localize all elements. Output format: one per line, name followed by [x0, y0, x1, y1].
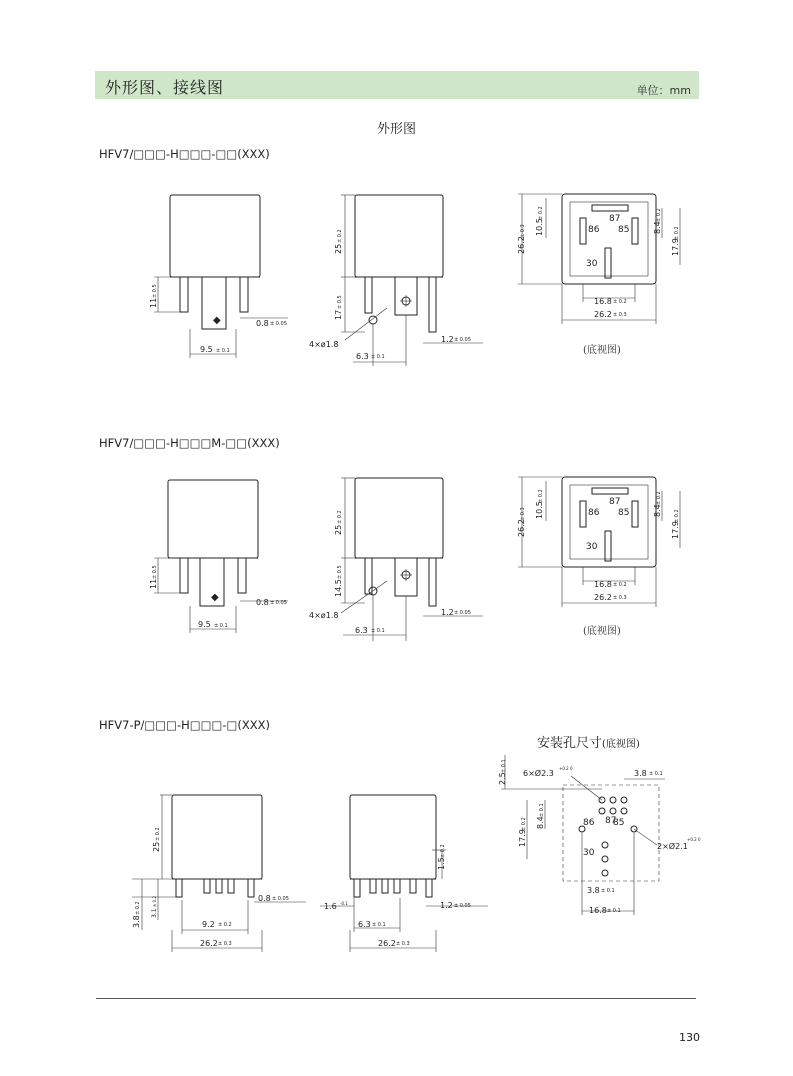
dim-16-8-b: 16.8: [594, 580, 612, 589]
dim-11: 11: [149, 297, 158, 308]
tol-1-2-b: ± 0.05: [454, 610, 471, 616]
dim-1-2-c: 1.2: [440, 901, 453, 910]
tol-1-5: ± 0.2: [440, 844, 446, 858]
tol-6-3-c: ± 0.1: [372, 922, 386, 928]
dim-0-8-b: 0.8: [256, 598, 269, 607]
svg-text:◆: ◆: [213, 315, 221, 326]
dim-17-9-c: 17.9: [518, 829, 527, 847]
tol-17-9-b: ± 0.2: [674, 509, 680, 523]
tol-26-2-d: ± 0.3: [396, 941, 410, 947]
bottom-view-label-2: (底视图): [583, 626, 621, 637]
tol-3-8: ± 0.2: [135, 901, 141, 915]
tol-11: ± 0.5: [152, 284, 158, 298]
terminal-87-label-1: 87: [609, 214, 621, 224]
model-code-3: HFV7-P/□□□-H□□□-□(XXX): [99, 718, 271, 732]
dim-0-8-c: 0.8: [258, 894, 271, 903]
dim-26-2-h: 26.2: [594, 310, 612, 319]
front-view-drawing-3: [130, 790, 310, 955]
terminal-30-label-2: 30: [586, 542, 598, 552]
tol-11-b: ± 0.5: [152, 565, 158, 579]
tol-9-5: ± 0.1: [216, 348, 230, 354]
dim-3-8-bottom: 3.8: [587, 886, 600, 895]
terminal-86-label-3: 86: [583, 818, 595, 828]
tol-9-5-b: ± 0.1: [214, 623, 228, 629]
tol-3-8-bottom: ± 0.1: [601, 888, 615, 894]
tol-25: ± 0.2: [337, 229, 343, 243]
terminal-87-label-3: 87: [605, 816, 617, 826]
tol-26-2-h-b: ± 0.3: [613, 595, 627, 601]
terminal-85-label-3: 85: [613, 818, 625, 828]
unit-label: 单位：mm: [636, 84, 691, 97]
mounting-hole-title: [537, 732, 640, 751]
dim-hole-2-3: 6×Ø2.3: [523, 769, 554, 778]
tol-3-1: ± 0.2: [152, 896, 157, 907]
dim-0-8: 0.8: [256, 319, 269, 328]
tol-8-4-c: ± 0.1: [539, 803, 545, 817]
dim-3-1: 3.1: [151, 908, 158, 918]
dim-1-6: 1.6: [324, 902, 337, 911]
dim-1-2-b: 1.2: [441, 608, 454, 617]
dim-9-5: 9.5: [200, 345, 213, 354]
tol-10-5: ± 0.2: [538, 206, 544, 220]
bottom-view-label-1: (底视图): [583, 345, 621, 356]
dim-9-2: 9.2: [202, 920, 215, 929]
tol-hole-2-3: +0.2 0: [559, 766, 573, 771]
dim-1-5: 1.5: [437, 857, 446, 870]
tol-0-8-b: ± 0.05: [270, 600, 287, 606]
dim-17-9-b: 17.9: [671, 521, 680, 539]
dim-25-b: 25: [334, 524, 343, 535]
dim-14-5: 14.5: [334, 579, 343, 597]
dim-2-5: 2.5: [498, 772, 507, 785]
dim-26-2-v: 26.2: [517, 236, 526, 254]
dim-9-5-b: 9.5: [198, 620, 211, 629]
section-title: 外形图、接线图: [105, 78, 225, 97]
front-view-drawing-2: [140, 475, 290, 635]
dim-26-2-v-b: 26.2: [517, 519, 526, 537]
tol-hole-2-1: +0.2 0: [687, 837, 701, 842]
dim-16-8: 16.8: [594, 297, 612, 306]
tol-16-8-c: ± 0.1: [607, 908, 621, 914]
tol-17-9: ± 0.2: [674, 226, 680, 240]
tol-17: ± 0.5: [337, 295, 343, 309]
tol-6-3: ± 0.1: [371, 354, 385, 360]
dim-8-4-b: 8.4: [653, 504, 662, 517]
tol-1-6: -0.1: [340, 901, 348, 906]
terminal-85-label-1: 85: [618, 225, 630, 235]
svg-text:◆: ◆: [211, 592, 219, 603]
terminal-85-label-2: 85: [618, 508, 630, 518]
model-code-1: HFV7/□□□-H□□□-□□(XXX): [99, 147, 270, 161]
dim-hole-2-1: 2×Ø2.1: [657, 842, 688, 851]
tol-8-4: ± 0.2: [656, 208, 662, 222]
tol-10-5-b: ± 0.2: [538, 489, 544, 503]
tol-26-2-v-b: ± 0.3: [520, 507, 526, 521]
page-number: 130: [679, 1031, 700, 1044]
tol-26-2-h: ± 0.3: [613, 312, 627, 318]
side-view-drawing-1: [305, 190, 485, 375]
dim-25-c: 25: [152, 841, 161, 852]
dim-17: 17: [334, 309, 343, 320]
tol-2-5: ± 0.1: [501, 759, 507, 773]
dim-3-8-top: 3.8: [634, 769, 647, 778]
mounting-hole-drawing: [495, 755, 700, 920]
dim-6-3: 6.3: [356, 352, 369, 361]
dim-8-4-c: 8.4: [536, 816, 545, 829]
tol-0-8-c: ± 0.05: [272, 896, 289, 902]
mounting-hole-title-text: 安装孔尺寸: [537, 736, 603, 751]
dim-3-8: 3.8: [132, 915, 141, 928]
tol-3-8-top: ± 0.1: [649, 771, 663, 777]
tol-26-2-v: ± 0.3: [520, 224, 526, 238]
tol-9-2: ± 0.2: [218, 922, 232, 928]
terminal-87-label-2: 87: [609, 497, 621, 507]
bottom-view-drawing-1: [510, 190, 690, 330]
tol-1-2-c: ± 0.05: [454, 903, 471, 909]
terminal-86-label-2: 86: [588, 508, 600, 518]
dim-25: 25: [334, 243, 343, 254]
mounting-hole-subtitle: (底视图): [602, 739, 640, 750]
dim-1-2: 1.2: [441, 335, 454, 344]
tol-17-9-c: ± 0.2: [521, 817, 527, 831]
side-view-drawing-3: [320, 790, 495, 955]
tol-16-8: ± 0.2: [613, 299, 627, 305]
dim-6-3-c: 6.3: [358, 920, 371, 929]
dim-8-4: 8.4: [653, 221, 662, 234]
side-view-drawing-2: [305, 475, 485, 645]
dim-10-5: 10.5: [535, 218, 544, 236]
dim-holes-1: 4×ø1.8: [309, 340, 339, 349]
tol-25-b: ± 0.2: [337, 510, 343, 524]
model-code-2: HFV7/□□□-H□□□M-□□(XXX): [99, 436, 280, 450]
tol-0-8: ± 0.05: [270, 321, 287, 327]
tol-25-c: ± 0.2: [155, 827, 161, 841]
tol-1-2: ± 0.05: [454, 337, 471, 343]
dim-holes-2: 4×ø1.8: [309, 611, 339, 620]
terminal-86-label-1: 86: [588, 225, 600, 235]
footer-rule: [96, 998, 696, 999]
dim-17-9: 17.9: [671, 238, 680, 256]
dim-11-b: 11: [149, 578, 158, 589]
section-header-bar: [95, 71, 699, 99]
dim-10-5-b: 10.5: [535, 501, 544, 519]
tol-14-5: ± 0.5: [337, 565, 343, 579]
dim-26-2-c: 26.2: [200, 939, 218, 948]
terminal-30-label-1: 30: [586, 259, 598, 269]
dim-16-8-c: 16.8: [589, 906, 607, 915]
dim-6-3-b: 6.3: [355, 626, 368, 635]
bottom-view-drawing-2: [510, 473, 690, 613]
dim-26-2-h-b: 26.2: [594, 593, 612, 602]
tol-26-2-c: ± 0.3: [218, 941, 232, 947]
tol-6-3-b: ± 0.1: [371, 628, 385, 634]
dim-26-2-d: 26.2: [378, 939, 396, 948]
tol-8-4-b: ± 0.2: [656, 491, 662, 505]
front-view-drawing-1: [140, 190, 290, 370]
outline-drawing-title: 外形图: [376, 122, 416, 137]
tol-16-8-b: ± 0.2: [613, 582, 627, 588]
terminal-30-label-3: 30: [583, 848, 595, 858]
